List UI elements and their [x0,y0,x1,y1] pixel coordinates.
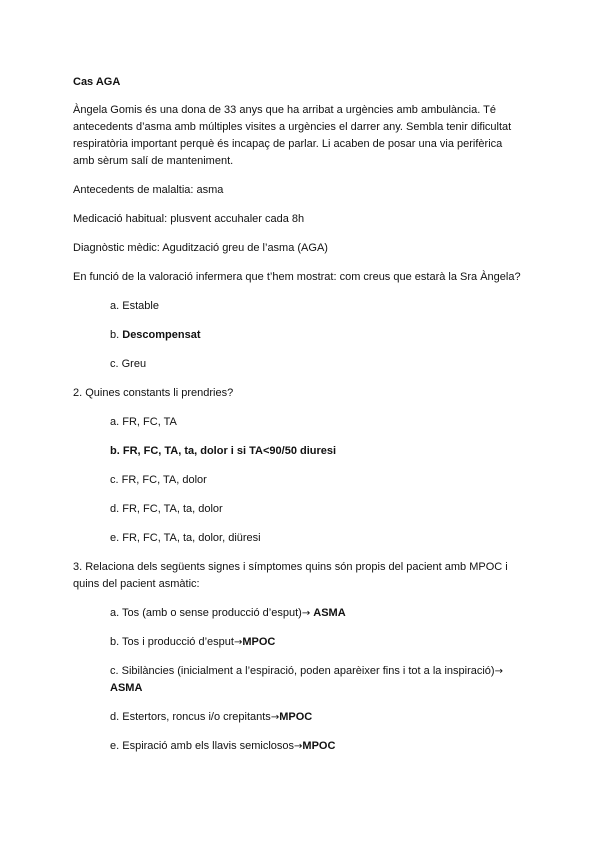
item-letter: c. [110,665,119,677]
option-letter: a. [110,300,120,312]
arrow-icon: → [270,712,280,723]
q1-option-a [110,298,159,314]
item-text: Estertors, roncus i/o crepitants [122,711,271,723]
option-letter: b. [110,329,120,341]
option-text: FR, FC, TA [122,416,177,428]
q1-option-c [110,356,146,372]
q2-option-e [110,530,261,546]
q3-item-e [110,738,335,755]
arrow-icon: → [233,637,243,648]
item-text: Espiració amb els llavis semiclosos [122,740,295,752]
item-answer: MPOC [242,636,276,648]
q3-item-c-answer: ASMA [110,682,143,694]
item-answer: MPOC [279,711,313,723]
item-text: Tos (amb o sense producció d’esput) [122,607,302,619]
option-letter: b. [110,445,120,457]
item-letter: e. [110,740,120,752]
item-answer: ASMA [313,607,346,619]
question-1: En funció de la valoració infermera que t’hem mostrat: com creus que estarà la Sra Àngela? [73,271,521,283]
question-3-line-2: quins del pacient asmàtic: [73,578,200,590]
question-3-line-1: 3. Relaciona dels següents signes i símptomes quins són propis del pacient amb MPOC i [73,561,508,573]
question-2: 2. Quines constants li prendries? [73,387,234,399]
medication-line: Medicació habitual: plusvent accuhaler cada 8h [73,213,305,225]
q1-option-b [110,327,201,343]
arrow-icon: → [301,608,311,619]
item-letter: d. [110,711,120,723]
option-letter: c. [110,474,119,486]
intro-line-4: amb sèrum salí de manteniment. [73,155,234,167]
arrow-icon: → [494,666,503,677]
option-text: Greu [121,358,147,370]
item-text: Sibilàncies (inicialment a l’espiració, poden aparèixer fins i tot a la inspiració) [121,665,495,677]
q2-option-b [110,443,336,459]
intro-line-3: respiratòria important perquè és incapaç de parlar. Li acaben de posar una via perifèrica [73,138,503,150]
q3-item-b [110,634,275,651]
intro-line-1: Àngela Gomis és una dona de 33 anys que ha arribat a urgències amb ambulància. Té [73,104,496,116]
item-letter: b. [110,636,120,648]
option-text-correct: Descompensat [122,329,201,341]
case-title: Cas AGA [73,76,121,88]
antecedents-line: Antecedents de malaltia: asma [73,184,224,196]
option-text-correct: FR, FC, TA, ta, dolor i si TA<90/50 diuresi [122,445,337,457]
option-letter: a. [110,416,120,428]
arrow-icon: → [294,741,303,752]
option-text: FR, FC, TA, ta, dolor, diüresi [122,532,261,544]
option-text: Estable [122,300,159,312]
intro-line-2: antecedents d’asma amb múltiples visites a urgències el darrer any. Sembla tenir dificultat [73,121,512,133]
q3-item-c [110,663,503,680]
q2-option-d [110,501,223,517]
q2-option-c [110,472,207,488]
item-letter: a. [110,607,120,619]
item-answer: MPOC [302,740,336,752]
q3-item-d [110,709,312,726]
option-text: FR, FC, TA, dolor [121,474,207,486]
diagnosis-line: Diagnòstic mèdic: Agudització greu de l’asma (AGA) [73,242,328,254]
option-letter: e. [110,532,120,544]
q2-option-a [110,414,177,430]
option-letter: d. [110,503,120,515]
item-text: Tos i producció d’esput [122,636,234,648]
q3-item-a [110,605,346,622]
option-text: FR, FC, TA, ta, dolor [122,503,223,515]
option-letter: c. [110,358,119,370]
